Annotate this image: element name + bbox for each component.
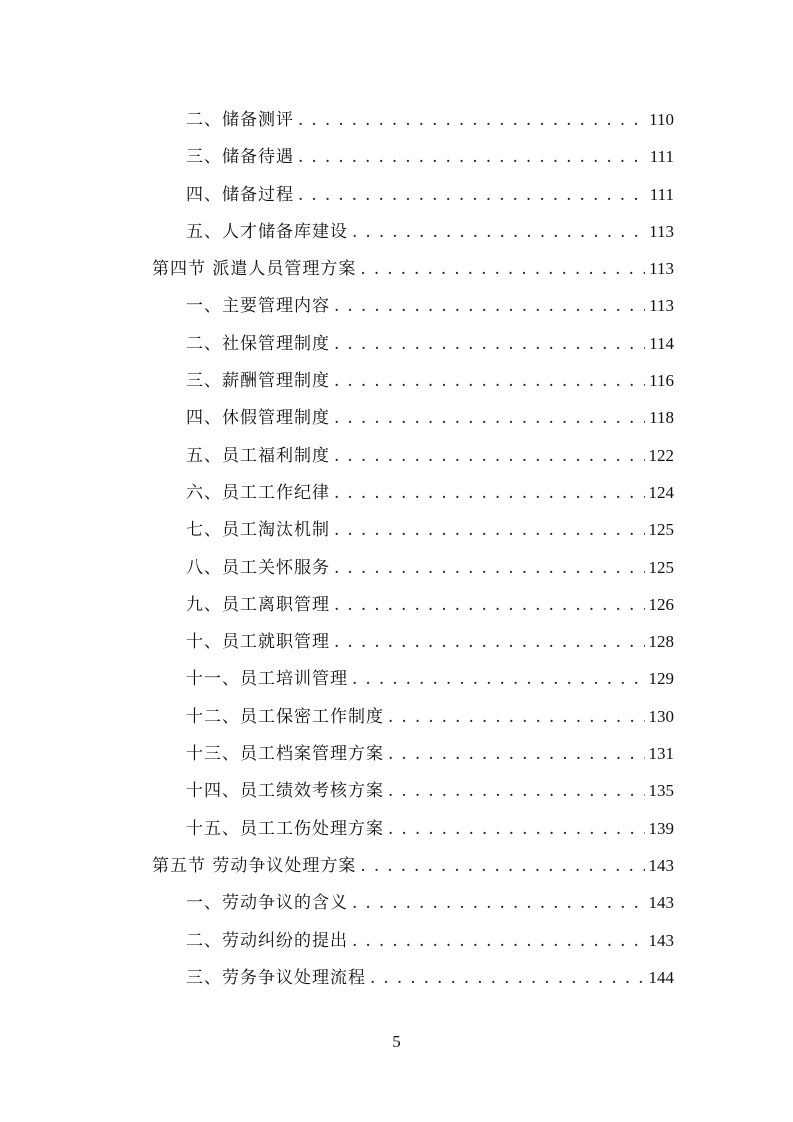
toc-entry[interactable] [152, 779, 674, 816]
toc-entry[interactable] [152, 966, 674, 1003]
toc-entry-page: 113 [649, 296, 674, 316]
toc-leader-dots [334, 369, 645, 393]
toc-entry-title: 三、薪酬管理制度 [186, 371, 330, 392]
toc-entry-title: 三、劳务争议处理流程 [186, 967, 366, 988]
toc-leader-dots [334, 593, 645, 617]
toc-entry[interactable] [152, 406, 674, 443]
toc-entry-title: 十一、员工培训管理 [186, 669, 348, 690]
toc-leader-dots [334, 518, 645, 542]
toc-entry[interactable] [152, 667, 674, 704]
toc-entry[interactable] [152, 145, 674, 182]
toc-entry-title: 八、员工关怀服务 [186, 557, 330, 578]
toc-entry-page: 131 [648, 744, 674, 764]
toc-entry[interactable] [152, 481, 674, 518]
toc-entry[interactable] [152, 183, 674, 220]
toc-entry-page: 111 [649, 184, 674, 204]
toc-entry[interactable] [152, 332, 674, 369]
toc-entry-title: 十四、员工绩效考核方案 [186, 781, 384, 802]
toc-entry[interactable] [152, 369, 674, 406]
toc-leader-dots [298, 108, 645, 132]
toc-leader-dots [352, 220, 645, 244]
toc-leader-dots [298, 183, 646, 207]
toc-leader-dots [298, 145, 646, 169]
toc-entry-page: 116 [649, 371, 674, 391]
toc-leader-dots [334, 294, 645, 318]
toc-entry[interactable] [152, 108, 674, 145]
page-number: 5 [392, 1032, 401, 1051]
toc-leader-dots [360, 257, 645, 281]
toc-entry[interactable] [152, 929, 674, 966]
toc-entry-title: 二、社保管理制度 [186, 333, 330, 354]
toc-entry-title: 第四节 派遣人员管理方案 [152, 259, 357, 280]
toc-entry-page: 113 [649, 221, 674, 241]
toc-leader-dots [370, 966, 645, 990]
toc-entry-title: 五、人才储备库建设 [186, 221, 348, 242]
toc-entry-page: 113 [649, 259, 674, 279]
toc-entry[interactable] [152, 705, 674, 742]
toc-entry-title: 四、储备过程 [186, 184, 294, 205]
toc-entry-page: 126 [648, 594, 674, 614]
toc-entry[interactable] [152, 891, 674, 928]
toc-entry[interactable] [152, 817, 674, 854]
toc-entry[interactable] [152, 294, 674, 331]
toc-leader-dots [334, 406, 645, 430]
toc-entry-title: 一、劳动争议的含义 [186, 893, 348, 914]
toc-entry-title: 四、休假管理制度 [186, 408, 330, 429]
table-of-contents [152, 108, 674, 1003]
toc-section-entry[interactable] [152, 854, 674, 891]
toc-entry-title: 五、员工福利制度 [186, 445, 330, 466]
toc-entry-page: 143 [648, 855, 674, 875]
toc-entry[interactable] [152, 742, 674, 779]
toc-entry-title: 九、员工离职管理 [186, 594, 330, 615]
toc-entry-page: 143 [648, 930, 674, 950]
toc-leader-dots [388, 705, 645, 729]
toc-leader-dots [352, 667, 645, 691]
toc-leader-dots [334, 444, 645, 468]
toc-entry-title: 第五节 劳动争议处理方案 [152, 855, 357, 876]
toc-leader-dots [352, 929, 645, 953]
toc-entry[interactable] [152, 518, 674, 555]
toc-leader-dots [334, 630, 645, 654]
toc-entry-page: 130 [648, 706, 674, 726]
toc-entry-title: 十三、员工档案管理方案 [186, 744, 384, 765]
toc-entry-title: 十、员工就职管理 [186, 632, 330, 653]
toc-leader-dots [388, 779, 645, 803]
toc-entry-page: 124 [648, 482, 674, 502]
toc-entry-title: 七、员工淘汰机制 [186, 520, 330, 541]
toc-entry-page: 128 [648, 632, 674, 652]
toc-entry-page: 139 [648, 818, 674, 838]
toc-entry-page: 118 [649, 408, 674, 428]
toc-entry-title: 二、储备测评 [186, 110, 294, 130]
toc-entry-page: 122 [648, 445, 674, 465]
toc-entry-page: 111 [649, 147, 674, 167]
toc-entry-page: 143 [648, 893, 674, 913]
toc-entry-title: 十二、员工保密工作制度 [186, 706, 384, 727]
toc-entry[interactable] [152, 593, 674, 630]
toc-entry-page: 114 [649, 333, 674, 353]
toc-entry-page: 135 [648, 781, 674, 801]
toc-entry-title: 六、员工工作纪律 [186, 482, 330, 503]
toc-section-entry[interactable] [152, 257, 674, 294]
toc-entry-title: 十五、员工工伤处理方案 [186, 818, 384, 839]
toc-leader-dots [334, 481, 645, 505]
toc-entry-page: 110 [649, 110, 674, 129]
toc-leader-dots [334, 556, 645, 580]
toc-entry-title: 一、主要管理内容 [186, 296, 330, 317]
toc-entry-title: 二、劳动纠纷的提出 [186, 930, 348, 951]
toc-entry[interactable] [152, 556, 674, 593]
toc-leader-dots [334, 332, 645, 356]
toc-leader-dots [360, 854, 644, 878]
toc-entry[interactable] [152, 220, 674, 257]
toc-entry-page: 125 [648, 557, 674, 577]
toc-entry-page: 129 [648, 669, 674, 689]
toc-entry-page: 125 [648, 520, 674, 540]
toc-entry-title: 三、储备待遇 [186, 147, 294, 168]
toc-entry-page: 144 [648, 967, 674, 987]
toc-leader-dots [388, 817, 645, 841]
toc-entry[interactable] [152, 444, 674, 481]
toc-leader-dots [388, 742, 645, 766]
toc-leader-dots [352, 891, 645, 915]
toc-entry[interactable] [152, 630, 674, 667]
